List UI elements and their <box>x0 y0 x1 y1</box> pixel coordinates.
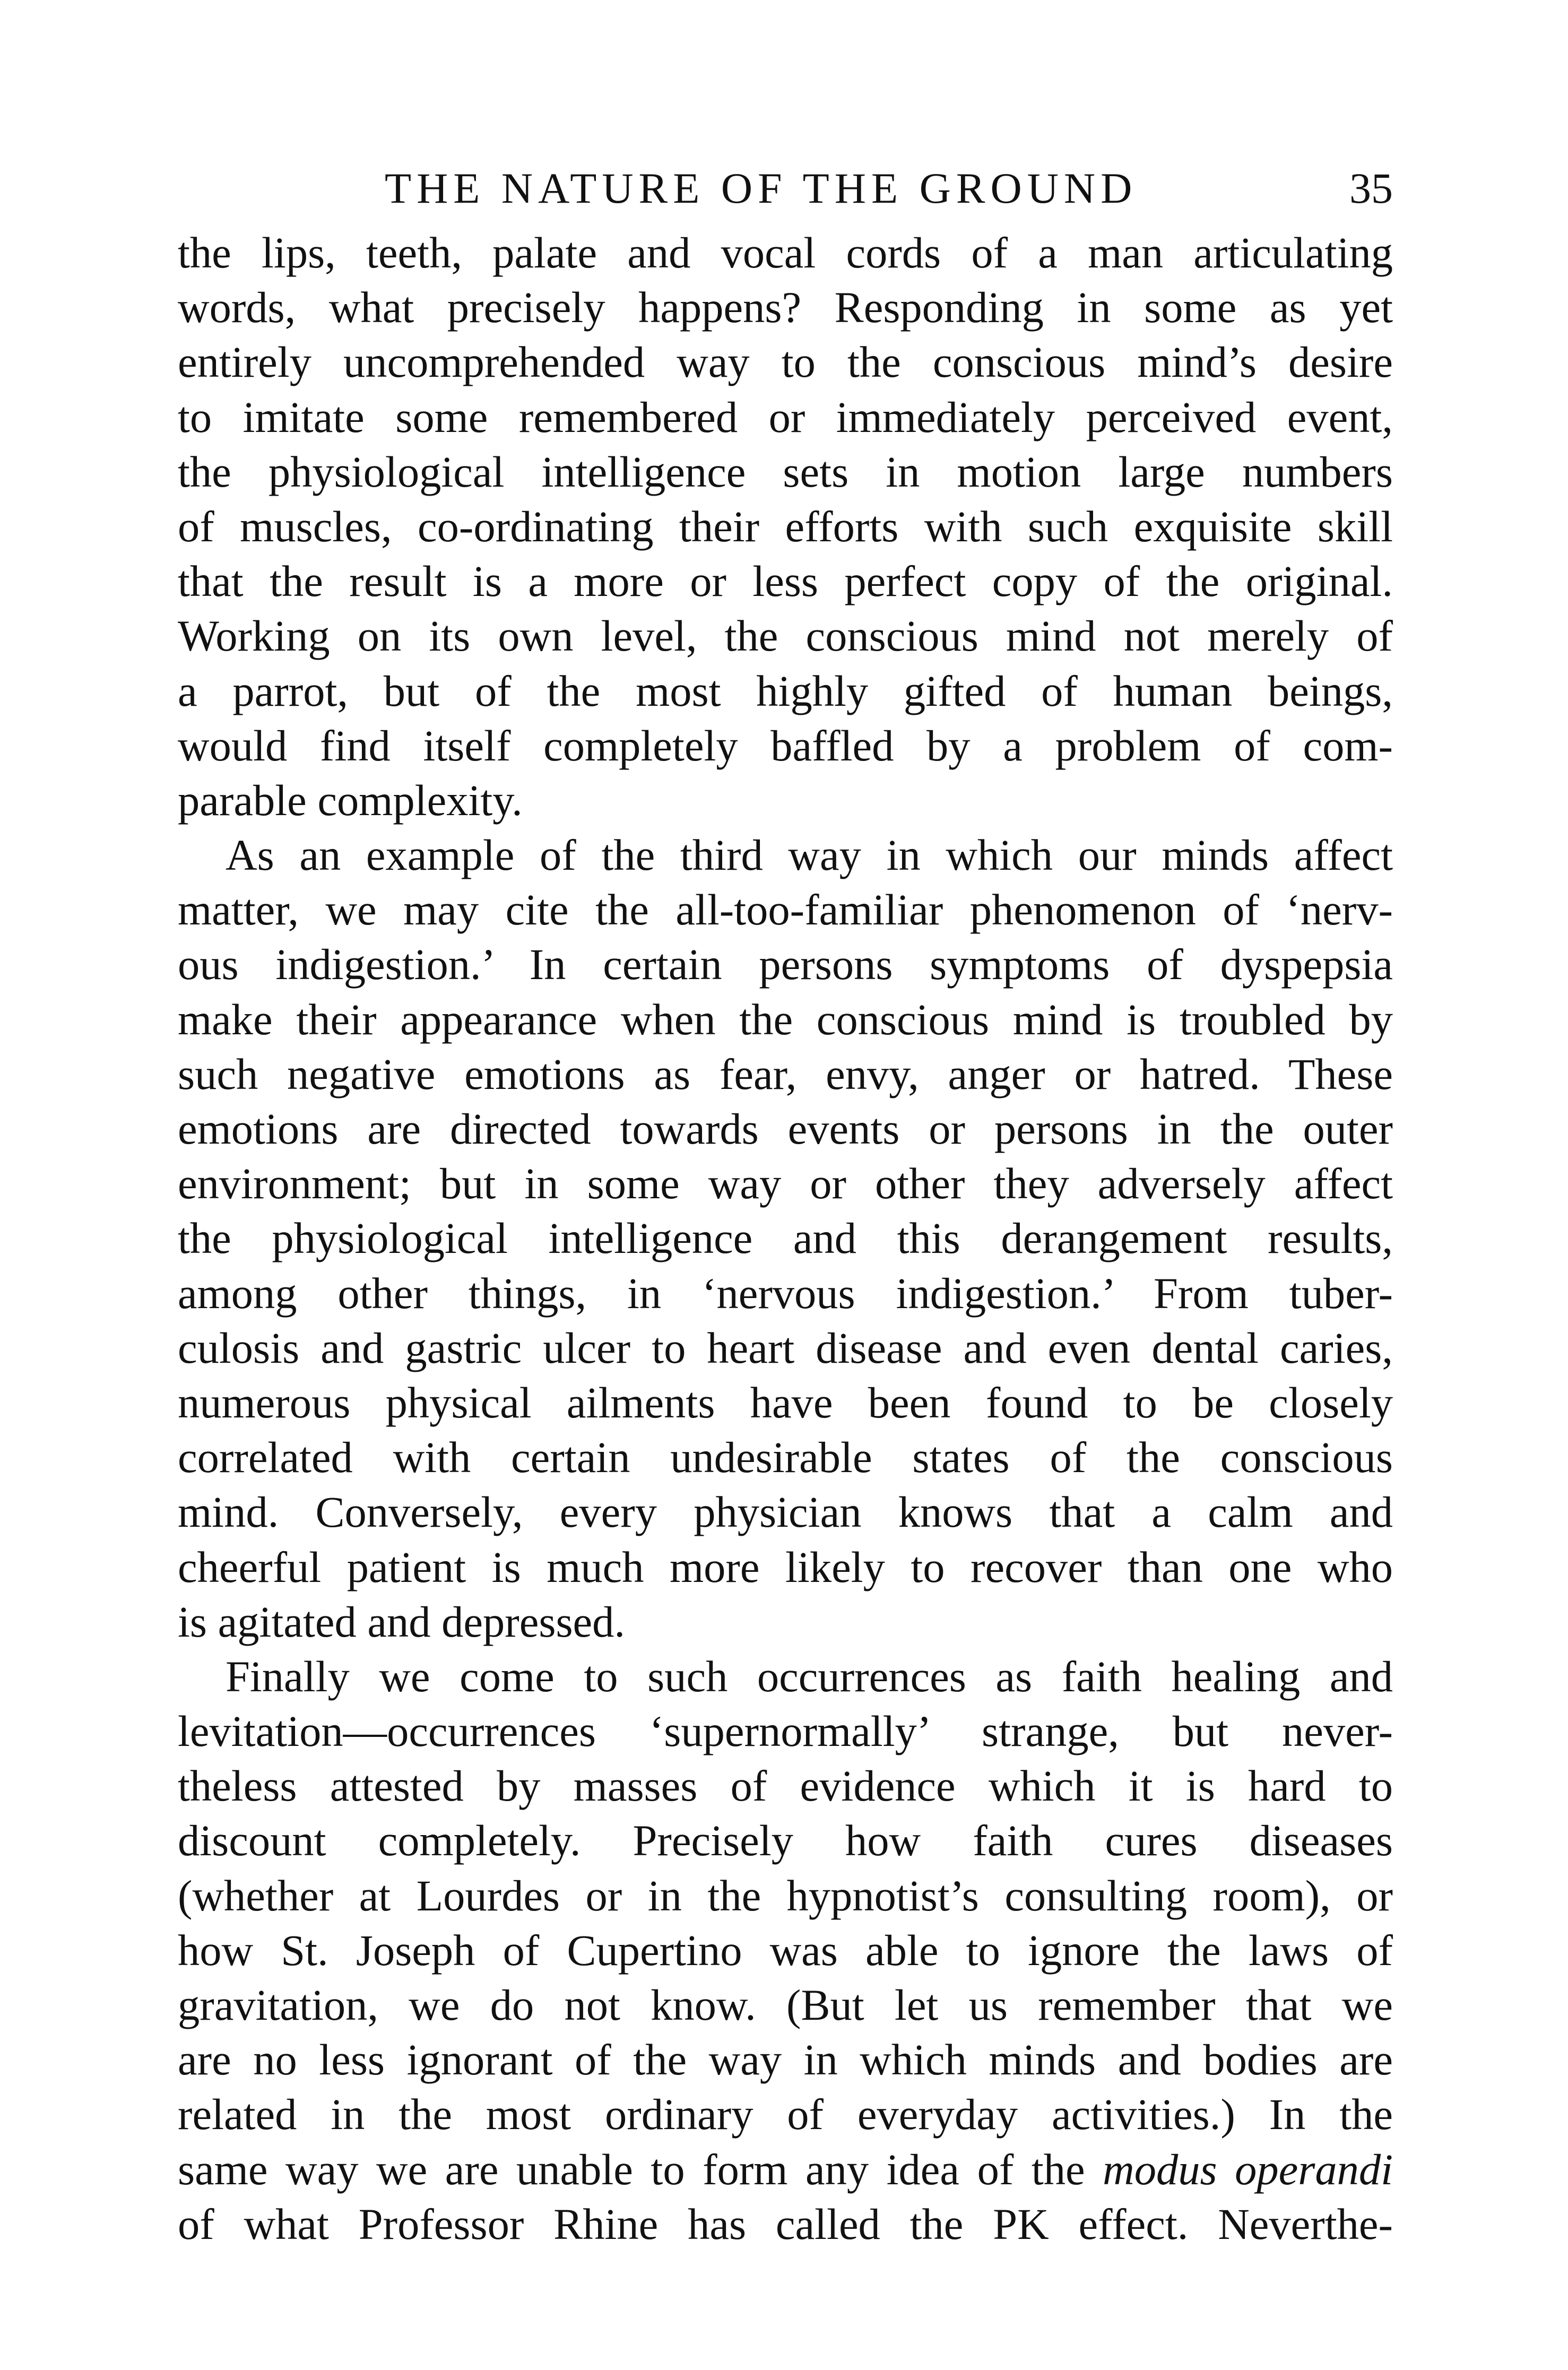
text-line: the physiological intelligence sets in motion large numbers <box>178 447 1393 496</box>
text-line-with-italic <box>178 2142 1393 2197</box>
text-line: gravitation, we do not know. (But let us remember that we <box>178 1980 1393 2029</box>
text-line: matter, we may cite the all-too-familiar phenomenon of ‘nerv- <box>178 885 1393 935</box>
paragraph-start-line: As an example of the third way in which our minds affect <box>226 831 1393 880</box>
text-line: the lips, teeth, palate and vocal cords of a man articulating <box>178 228 1393 277</box>
text-segment: same way we are unable to form any idea of the <box>178 2144 1103 2194</box>
text-line: levitation—occurrences ‘supernormally’ strange, but never- <box>178 1707 1393 1756</box>
paragraph-start-line: Finally we come to such occurrences as faith healing and <box>226 1651 1393 1701</box>
text-line: theless attested by masses of evidence which it is hard to <box>178 1761 1393 1811</box>
text-line: culosis and gastric ulcer to heart disease and even dental caries, <box>178 1323 1393 1372</box>
text-line: words, what precisely happens? Responding in some as yet <box>178 283 1393 332</box>
page-number: 35 <box>1349 164 1393 212</box>
text-line: cheerful patient is much more likely to recover than one who <box>178 1542 1393 1591</box>
text-line: discount completely. Precisely how faith cures diseases <box>178 1816 1393 1865</box>
text-line: correlated with certain undesirable states of the conscious <box>178 1433 1393 1482</box>
text-line: a parrot, but of the most highly gifted of human beings, <box>178 666 1393 715</box>
body-text <box>178 226 1393 2252</box>
page-header <box>178 159 1393 218</box>
text-line: of what Professor Rhine has called the PK effect. Neverthe- <box>178 2199 1393 2248</box>
text-line: ous indigestion.’ In certain persons symptoms of dyspepsia <box>178 940 1393 989</box>
text-line: mind. Conversely, every physician knows that a calm and <box>178 1487 1393 1537</box>
text-line: of muscles, co-ordinating their efforts with such exquisite skill <box>178 501 1393 551</box>
text-line: emotions are directed towards events or persons in the outer <box>178 1104 1393 1153</box>
text-line: related in the most ordinary of everyday activities.) In the <box>178 2090 1393 2139</box>
text-line: is agitated and depressed. <box>178 1597 626 1646</box>
text-line: entirely uncomprehended way to the conscious mind’s desire <box>178 338 1393 387</box>
text-line: parable complexity. <box>178 775 523 825</box>
text-line: environment; but in some way or other they adversely affect <box>178 1159 1393 1208</box>
text-line: that the result is a more or less perfect copy of the original. <box>178 557 1393 606</box>
text-line: would find itself completely baffled by a problem of com- <box>178 721 1393 770</box>
running-head: THE NATURE OF THE GROUND <box>385 164 1138 212</box>
text-line: (whether at Lourdes or in the hypnotist’s consulting room), or <box>178 1871 1393 1920</box>
text-line: make their appearance when the conscious mind is troubled by <box>178 994 1393 1044</box>
text-line: among other things, in ‘nervous indigestion.’ From tuber- <box>178 1268 1393 1318</box>
text-line: are no less ignorant of the way in which minds and bodies are <box>178 2035 1393 2084</box>
text-line: Working on its own level, the conscious mind not merely of <box>178 611 1393 661</box>
text-line: to imitate some remembered or immediately perceived event, <box>178 392 1393 442</box>
italic-phrase: modus operandi <box>1103 2144 1393 2194</box>
text-line: numerous physical ailments have been found to be closely <box>178 1378 1393 1427</box>
text-line: such negative emotions as fear, envy, anger or hatred. These <box>178 1049 1393 1098</box>
text-line: the physiological intelligence and this derangement results, <box>178 1214 1393 1263</box>
text-line: how St. Joseph of Cupertino was able to ignore the laws of <box>178 1925 1393 1975</box>
